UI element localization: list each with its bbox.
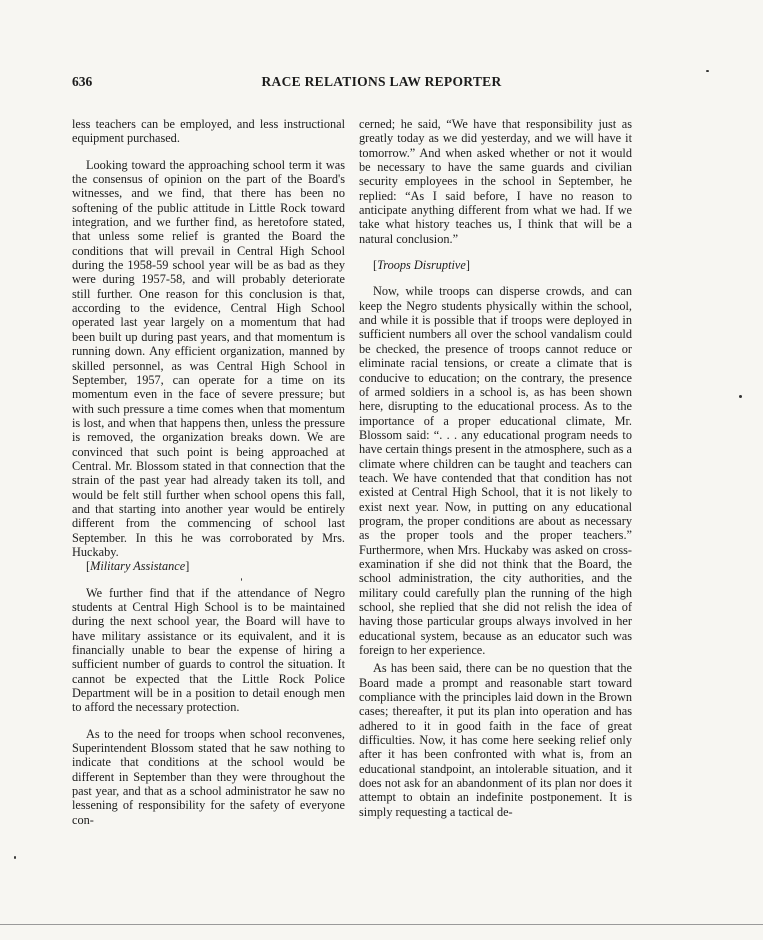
- scan-speck: [739, 395, 742, 398]
- paragraph: Looking toward the approaching school term it was the consensus of opinion on the part of the Board's witnesses, and we find, that there has been no softening of the public attitude in Little Rock toward integration, and we further find, as heretofore stated, that unless some relief is granted the Board the conditions that will prevail in Central High School during the 1958-59 school year will be as bad as they were during 1957-58, and will probably deteriorate still further. One reason for this conclusion is that, according to the evidence, Central High School operated last year largely on a momentum that had been built up during past years, and that momentum is running down. Any efficient organization, manned by skilled personnel, as was Central High School in September, 1957, can operate for a time on its momentum even in the face of severe pressure; but with such pressure a time comes when that momentum is lost, and when that happens then, unless the pressure is removed, the organization breaks down. We are convinced that such point is being approached at Central. Mr. Blossom stated in that connection that the strain of the past year had already taken its toll, and would be felt still further when school opens this fall, and that starting into another year would be entirely different from the commencing of school last September. In this he was corroborated by Mrs. Huckaby.: [72, 157, 345, 559]
- section-heading-troops-disruptive: [Troops Disruptive]: [373, 258, 470, 273]
- paragraph: Now, while troops can disperse crowds, and can keep the Negro students physically within the school, and while it is possible that if troops were deployed in sufficient numbers all over the school vandalism could be checked, the presence of troops cannot reduce or eliminate racial tensions, or create a climate that is conducive to education; on the contrary, the presence of armed soldiers in a school is, as has been shown here, disrupting to the educational process. As to the importance of a proper educational climate, Mr. Blossom said: “. . . any educational program needs to have certain things present in the atmosphere, such as a climate where children can be taught and teachers can teach. We have contended that that condition has not existed at Central High School, that it is not likely to exist next year. Now, in putting on any educational program, the proper conditions are about as necessary as the proper tools and the proper teachers.” Furthermore, when Mrs. Huckaby was asked on cross-examination if she did not think that the Board, the school administration, the city authorities, and the military could carefully plan the running of the high school, she replied that she did not relish the idea of having those particular groups always involved in her educational system, because as an educator such was foreign to her experience.: [359, 284, 632, 658]
- page-number: 636: [72, 74, 93, 89]
- section-heading-text: Military Assistance: [90, 559, 186, 574]
- paragraph: As has been said, there can be no question that the Board made a prompt and reasonable start toward compliance with the principles laid down in the Brown cases; thereafter, it put its plan into operation and has adhered to it in good faith in the face of great difficulties. Now, it has come here seeking relief only after it has been confronted with what is, from an educational standpoint, an intolerable situation, and it does not ask for an abandonment of its plan nor does it attempt to obtain an indefinite postponement. It is simply requesting a tactical de-: [359, 661, 632, 819]
- paragraph: We further find that if the attendance of Negro students at Central High School is to be maintained during the next school year, the Board will have to have military assistance or its equivalent, and it is financially unable to bear the expense of hiring a sufficient number of guards to control the situation. It cannot be expected that the Little Rock Police Department will be in a position to detail enough men to afford the necessary protection.: [72, 585, 345, 715]
- paragraph: cerned; he said, “We have that responsibility just as greatly today as we did yesterday, and we will have it tomorrow.” And when asked whether or not it would be necessary to have the same guards and civilian security employees in the school in September, he replied: “As I said before, I have no reason to anticipate anything different from what we had. If we take what history teaches us, I think that will be a natural conclusion.”: [359, 117, 632, 246]
- scan-speck: [14, 856, 16, 859]
- scan-edge-rule: [0, 924, 763, 925]
- left-column: [72, 117, 345, 839]
- paragraph: As to the need for troops when school reconvenes, Superintendent Blossom stated that he saw nothing to indicate that conditions at the school would be different in September than they were throughout the past year, and that as a school administrator he saw no lessening of responsibility for the safety of everyone con-: [72, 726, 345, 827]
- running-head: RACE RELATIONS LAW REPORTER: [261, 74, 502, 89]
- right-column: [359, 117, 632, 831]
- section-heading-military-assistance: [Military Assistance]: [86, 559, 190, 574]
- paragraph: less teachers can be employed, and less instructional equipment purchased.: [72, 117, 345, 146]
- scan-speck: [241, 578, 242, 581]
- scan-speck: [706, 70, 709, 72]
- section-heading-text: Troops Disruptive: [377, 258, 466, 273]
